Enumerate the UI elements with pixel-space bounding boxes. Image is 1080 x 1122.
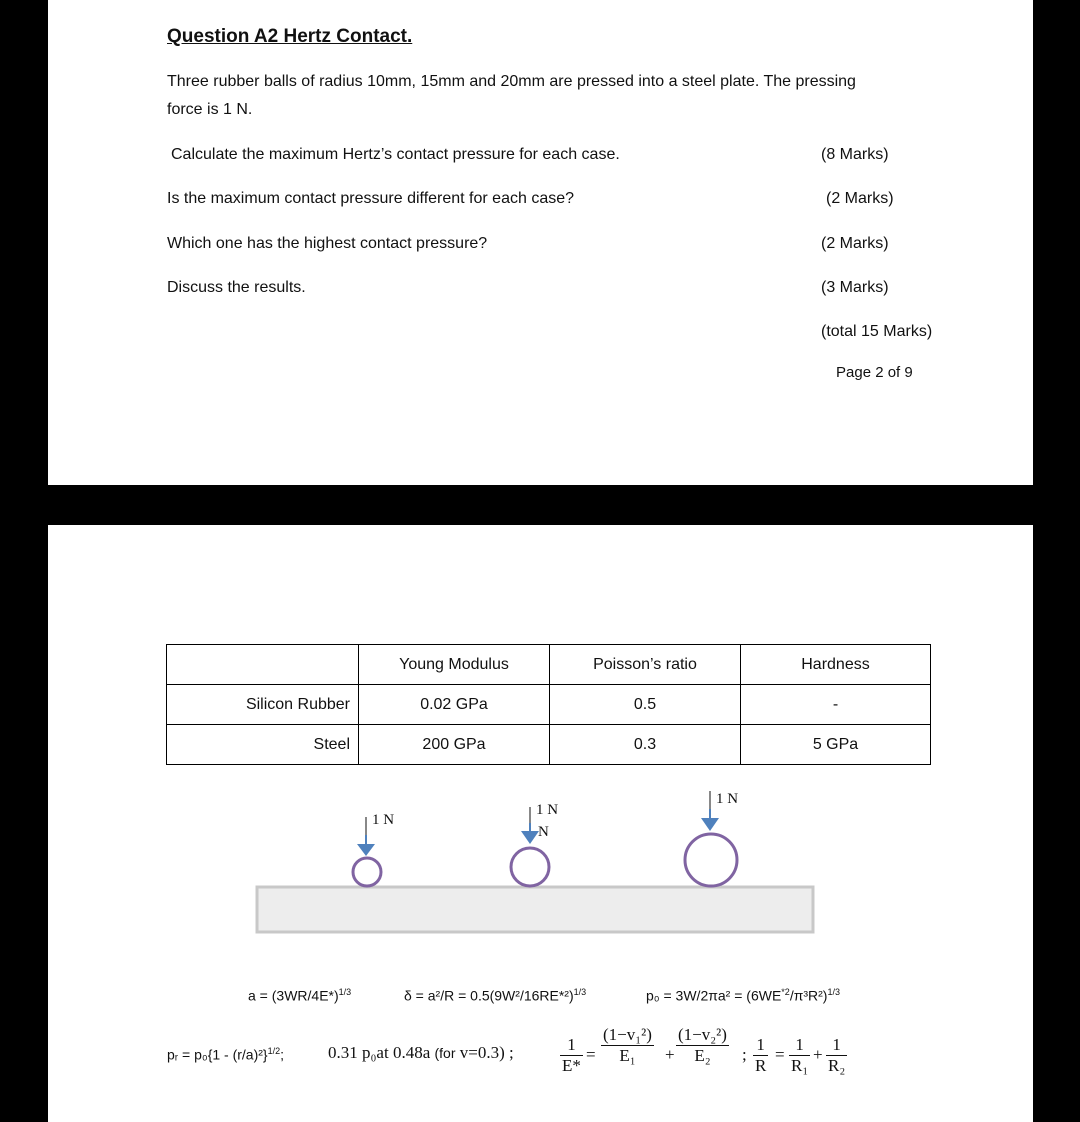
rubber-ball-small	[353, 858, 381, 886]
table-header-cell: Poisson’s ratio	[550, 645, 741, 685]
formula-text: δ = a²/R = 0.5(9W²/16RE*²)	[404, 987, 574, 1004]
force-label: 1 N	[372, 812, 395, 828]
table-header-cell: Hardness	[741, 645, 931, 685]
rubber-ball-medium	[511, 848, 549, 886]
equals-sign: =	[775, 1045, 785, 1064]
fraction-numerator: 1	[789, 1035, 810, 1056]
data-page	[48, 525, 1033, 1122]
formula-exponent: 1/3	[827, 987, 840, 997]
plus-sign: +	[665, 1045, 675, 1064]
task-marks: (2 Marks)	[826, 190, 894, 207]
total-marks: (total 15 Marks)	[821, 323, 933, 340]
fraction-denominator: E₁	[619, 1046, 636, 1065]
formula-max-pressure	[646, 987, 840, 1004]
fraction-denominator: R₁	[791, 1056, 809, 1075]
question-title: Question A2 Hertz Contact.	[167, 26, 413, 47]
formula-max-shear	[328, 1043, 514, 1063]
fraction-denominator: R₂	[828, 1056, 846, 1075]
fraction-numerator: 1	[560, 1035, 583, 1056]
table-cell: Silicon Rubber	[167, 685, 359, 725]
table-cell: 0.02 GPa	[359, 685, 550, 725]
fraction-one-over-estar	[560, 1035, 583, 1076]
table-cell: -	[741, 685, 931, 725]
table-cell: 200 GPa	[359, 725, 550, 765]
table-cell: Steel	[167, 725, 359, 765]
intro-line-2: force is 1 N.	[167, 101, 253, 118]
task-text: Which one has the highest contact pressure?	[167, 235, 488, 252]
task-text: Calculate the maximum Hertz’s contact pressure for each case.	[171, 146, 620, 163]
table-cell: 0.3	[550, 725, 741, 765]
fraction-term-2	[676, 1025, 729, 1066]
page-number: Page 2 of 9	[836, 364, 913, 381]
force-arrow-head	[357, 844, 375, 856]
fraction-numerator: 1	[753, 1035, 768, 1056]
formula-text: v=0.3) ;	[459, 1043, 514, 1062]
formula-contact-radius	[248, 987, 351, 1004]
intro-line-1: Three rubber balls of radius 10mm, 15mm and 20mm are pressed into a steel plate. The pressing	[167, 73, 856, 90]
formula-text: ;	[280, 1046, 285, 1063]
table-cell: 0.5	[550, 685, 741, 725]
force-label-fragment: N	[538, 824, 549, 840]
fraction-one-over-r	[753, 1035, 768, 1076]
task-text: Is the maximum contact pressure different for each case?	[167, 190, 575, 207]
fraction-denominator: E₂	[694, 1046, 711, 1065]
formula-text: 0.31 p₀at 0.48a	[328, 1043, 431, 1062]
question-page	[48, 0, 1033, 485]
task-marks: (8 Marks)	[821, 146, 889, 163]
fraction-numerator: 1	[826, 1035, 847, 1056]
formula-text: pᵣ = p₀{1 - (r/a)²}	[167, 1046, 268, 1063]
formula-exponent: 1/3	[338, 987, 352, 997]
fraction-one-over-r1	[789, 1035, 810, 1076]
force-label: 1 N	[716, 791, 739, 807]
formula-pressure-distribution	[167, 1046, 284, 1063]
fraction-numerator: (1−v₁²)	[603, 1025, 652, 1044]
formula-text: (for	[434, 1045, 456, 1061]
equals-sign: =	[586, 1045, 596, 1064]
formula-superscript: *2	[781, 987, 790, 997]
fraction-one-over-r2	[826, 1035, 847, 1076]
fraction-denominator: E*	[562, 1056, 581, 1075]
formula-text: a = (3WR/4E*)	[248, 987, 339, 1004]
formula-exponent: 1/3	[573, 987, 587, 997]
table-cell: 5 GPa	[741, 725, 931, 765]
task-text: Discuss the results.	[167, 279, 306, 296]
force-arrow-head	[701, 818, 719, 831]
force-arrow-head	[521, 831, 539, 844]
task-marks: (2 Marks)	[821, 235, 889, 252]
formula-exponent: 1/2	[267, 1046, 281, 1056]
separator: ;	[742, 1045, 747, 1064]
table-header-cell: Young Modulus	[359, 645, 550, 685]
hertz-contact-diagram	[48, 525, 1033, 1122]
force-label: 1 N	[536, 802, 559, 818]
formula-text: /π³R²)	[789, 987, 828, 1004]
task-marks: (3 Marks)	[821, 279, 889, 296]
plus-sign: +	[813, 1045, 823, 1064]
fraction-term-1	[601, 1025, 654, 1066]
fraction-denominator: R	[755, 1056, 767, 1075]
rubber-ball-large	[685, 834, 737, 886]
formula-text: p₀ = 3W/2πa² = (6WE	[646, 987, 782, 1004]
fraction-numerator: (1−v₂²)	[678, 1025, 727, 1044]
steel-plate	[257, 887, 813, 932]
formula-approach	[404, 987, 586, 1004]
